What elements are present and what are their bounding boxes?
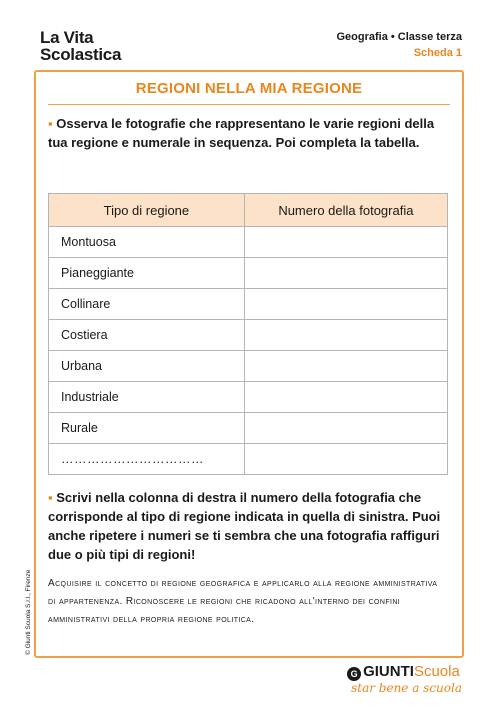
- instruction-1-text: Osserva le fotografie che rappresentano le varie regioni della tua regione e numerale in sequenza. Poi completa la tabella.: [48, 116, 435, 150]
- photo-number-cell[interactable]: [244, 413, 447, 444]
- region-table: [48, 193, 448, 475]
- table-row: [49, 351, 448, 382]
- bullet-icon: ▪: [48, 490, 53, 505]
- photo-number-cell[interactable]: [244, 320, 447, 351]
- region-type-cell: Urbana: [49, 351, 245, 382]
- region-type-blank-cell[interactable]: ……………………………: [49, 444, 245, 475]
- photo-number-cell[interactable]: [244, 382, 447, 413]
- instruction-2-text: Scrivi nella colonna di destra il numero della fotografia che corrisponde al tipo di regione indicata in quella di sinistra. Puoi anche ripetere i numeri se ti sembra che una fotografia raffiguri due o più tipi di regioni!: [48, 490, 441, 562]
- table-header-row: [49, 194, 448, 227]
- subject-info: [336, 29, 462, 61]
- logo-line-1: La Vita: [40, 28, 94, 47]
- photo-number-cell[interactable]: [244, 444, 447, 475]
- instruction-1: [48, 114, 448, 152]
- brand-scuola: Scuola: [413, 663, 460, 680]
- giunti-logo-icon: G: [347, 667, 361, 681]
- publisher-brand: [347, 663, 462, 695]
- bullet-icon: ▪: [48, 116, 53, 131]
- table-row: [49, 227, 448, 258]
- title-divider: [48, 104, 450, 105]
- magazine-logo: [40, 29, 121, 63]
- table-row: [49, 320, 448, 351]
- subject-label: Geografia • Classe terza: [336, 31, 462, 43]
- region-type-cell: Montuosa: [49, 227, 245, 258]
- column-header-number: Numero della fotografia: [244, 194, 447, 227]
- region-type-cell: Rurale: [49, 413, 245, 444]
- learning-objective: Acquisire il concetto di regione geografica e applicarlo alla regione amministrativa di appartenenza. Riconoscere le regioni che ricadono all'interno dei confini amministrativi della propria regione politica.: [48, 578, 438, 625]
- exercise-title: REGIONI NELLA MIA REGIONE: [135, 80, 363, 97]
- table-row: [49, 289, 448, 320]
- brand-name: [347, 663, 462, 681]
- photo-number-cell[interactable]: [244, 351, 447, 382]
- column-header-type: Tipo di regione: [49, 194, 245, 227]
- photo-number-cell[interactable]: [244, 258, 447, 289]
- table-row: [49, 258, 448, 289]
- region-type-cell: Costiera: [49, 320, 245, 351]
- table-row: [49, 413, 448, 444]
- copyright-notice: © Giunti Scuola S.r.l., Firenze: [25, 569, 32, 655]
- table-row: [49, 382, 448, 413]
- instruction-2: [48, 488, 448, 564]
- region-type-cell: Industriale: [49, 382, 245, 413]
- region-type-cell: Collinare: [49, 289, 245, 320]
- photo-number-cell[interactable]: [244, 227, 447, 258]
- exercise-frame: [34, 70, 464, 658]
- brand-giunti: GIUNTI: [363, 663, 414, 680]
- region-type-cell: Pianeggiante: [49, 258, 245, 289]
- logo-line-2: Scolastica: [40, 45, 122, 64]
- table-row: [49, 444, 448, 475]
- sheet-label: Scheda 1: [413, 47, 462, 59]
- photo-number-cell[interactable]: [244, 289, 447, 320]
- brand-slogan: star bene a scuola: [351, 681, 462, 695]
